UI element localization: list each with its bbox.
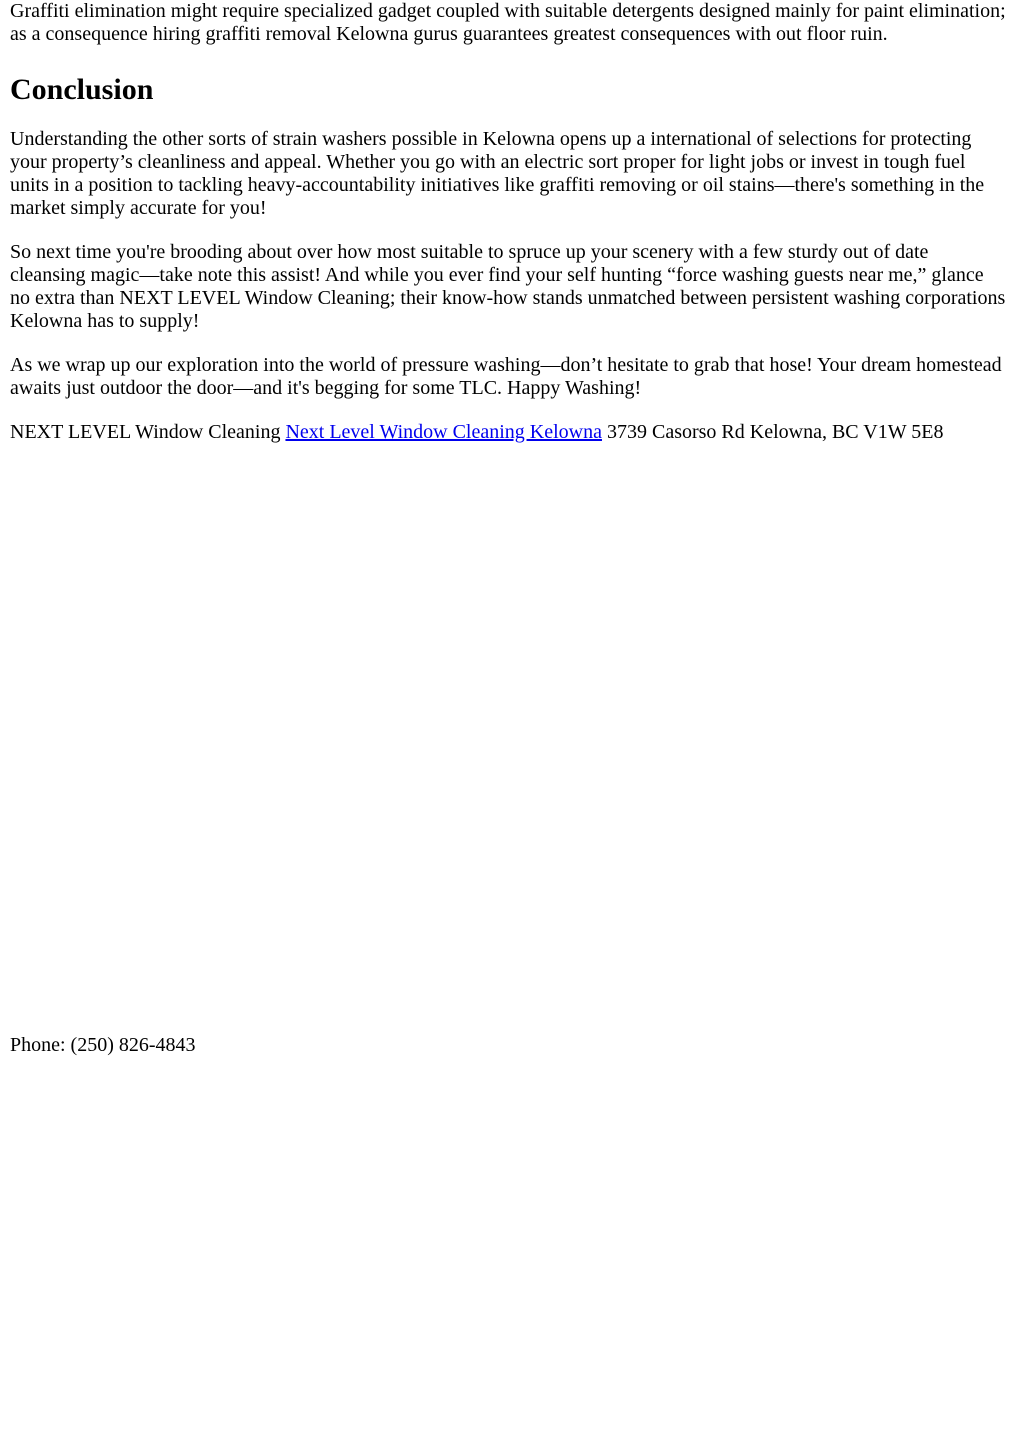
business-phone: Phone: (250) 826-4843	[10, 1034, 196, 1056]
paragraph-understanding: Understanding the other sorts of strain washers possible in Kelowna opens up a international of selections for protecting your property’s cleanliness and appeal. Whether you go with an electric sort proper for light jobs or invest in tough fuel units in a position to tackling heavy-accountability initiatives like graffiti removing or oil stains—there's something in the market simply accurate for you!	[10, 128, 985, 219]
business-info-line	[10, 421, 1006, 444]
business-website-link[interactable]: Next Level Window Cleaning Kelowna	[285, 421, 602, 443]
business-name: NEXT LEVEL Window Cleaning	[10, 421, 281, 443]
intro-paragraph: Graffiti elimination might require specialized gadget coupled with suitable detergents designed mainly for paint elimination; as a consequence hiring graffiti removal Kelowna gurus guarantees greatest consequences with out floor ruin.	[10, 0, 1006, 45]
article-content	[10, 0, 1006, 444]
business-address: 3739 Casorso Rd Kelowna, BC V1W 5E8	[606, 421, 944, 443]
paragraph-wrap-up: As we wrap up our exploration into the world of pressure washing—don’t hesitate to grab that hose! Your dream homestead awaits just outdoor the door—and it's begging for some TLC. Happy Washing!	[10, 354, 1002, 399]
paragraph-next-time: So next time you're brooding about over how most suitable to spruce up your scenery with a few sturdy out of date cleansing magic—take note this assist! And while you ever find your self hunting “force washing guests near me,” glance no extra than NEXT LEVEL Window Cleaning; their know-how stands unmatched between persistent washing corporations Kelowna has to supply!	[10, 241, 1006, 332]
conclusion-heading: Conclusion	[10, 73, 154, 106]
